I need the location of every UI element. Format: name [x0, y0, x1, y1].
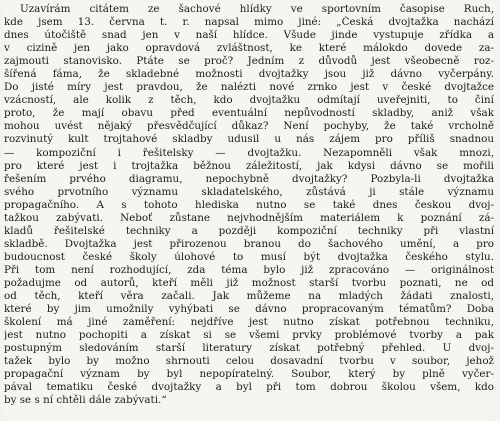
text-line: mohou uvést nějaký přesvědčující důkaz? Není pochyby, že také vrcholně — [4, 120, 494, 133]
text-line: pro které jest i trojtažka běžnou záležitostí, jak kdysi dávno se mořili — [4, 159, 494, 172]
text-line: šířená fáma, že skladebné možnosti dvojtažky jsou již dávno vyčerpány. — [4, 68, 494, 81]
document-page — [4, 3, 494, 417]
text-line: tažkou zabývati. Neboť zůstane nejvhodnějším materiálem k poznání zá- — [4, 211, 494, 224]
text-line: řešením prvého diagramu, nepochybně dvojtažky? Pozbyla-li dvojtažka — [4, 172, 494, 185]
text-line: vzácností, ale kolik z těch, kdo dvojtažku odmítají uveřejniti, to činí — [4, 94, 494, 107]
text-line: školení má jiné zaměření: nejdříve jest nutno získat potřebnou techniku, — [4, 316, 494, 329]
text-line: Do jisté míry jest pravdou, že nalézti nové zrnko jest v české dvojtažce — [4, 81, 494, 94]
text-line: Při tom není rozhodující, zda téma bylo již zpracováno — originálnost — [4, 263, 494, 276]
text-line: kladů řešitelské techniky a později kompoziční techniky při vlastní — [4, 224, 494, 237]
text-line: proto, že mají obavu před eventuální nepůvodností skladby, aniž však — [4, 107, 494, 120]
text-line: postupným sledováním starší literatury získat potřebný přehled. U dvoj- — [4, 342, 494, 355]
article-body — [4, 3, 494, 407]
text-line: požadujme od autorů, kteří měli již možnost starší tvorbu poznati, ne od — [4, 276, 494, 289]
text-line: by se s ní chtěli dále zabývati.“ — [4, 394, 167, 407]
text-line: Uzavírám citátem ze šachové hlídky ve sportovním časopise Ruch, — [20, 3, 494, 15]
text-line: dnes útočiště snad jen v naší hlídce. Všude jinde vystupuje zřídka a — [4, 29, 494, 42]
text-line: zajmouti stanovisko. Ptáte se proč? Jedním z důvodů jest všeobecně roz- — [4, 55, 494, 68]
text-line: jest nutno pochopiti a získat si se všemi prvky problémové tvorby a pak — [4, 329, 494, 342]
text-line: propagační význam by byl nepopíratelný. Soubor, který by plně vyčer- — [4, 368, 494, 381]
text-line: pával tematiku české dvojtažky a byl při tom dobrou školou všem, kdo — [4, 381, 494, 394]
text-line: tažek bylo by možno shrnouti celou dosavadní tvorbu v soubor, jehož — [4, 355, 494, 368]
text-line: budoucnost české školy úlohové to musí být dvojtažka českého stylu. — [4, 250, 494, 263]
text-line: od těch, kteří věra začali. Jak můžeme na mladých žádati znalosti, — [4, 290, 494, 303]
text-line: — kompoziční i řešitelsky — dvojtažku. Nezapomněli však mnozi, — [4, 146, 494, 159]
text-line: kde jsem 13. června t. r. napsal mimo jiné: „Česká dvojtažka nachází — [4, 16, 494, 29]
text-line: v cizině jen jako opravdová zvláštnost, ke které málokdo dovede za- — [4, 42, 494, 55]
text-line: které by jim umožnily vyhýbati se dávno propracovaným tématům? Doba — [4, 303, 494, 316]
text-line: svého prvotního významu skladatelského, zůstává ji stále významu — [4, 185, 494, 198]
text-line: rozvinutý kult trojtahové skladby udusil u nás zájem pro příliš snadnou — [4, 133, 494, 146]
text-line: propagačního. A s tohoto hlediska nutno se také dnes českou dvoj- — [4, 198, 494, 211]
text-line: skladbě. Dvojtažka jest přirozenou branou do šachového umění, a pro — [4, 237, 494, 250]
